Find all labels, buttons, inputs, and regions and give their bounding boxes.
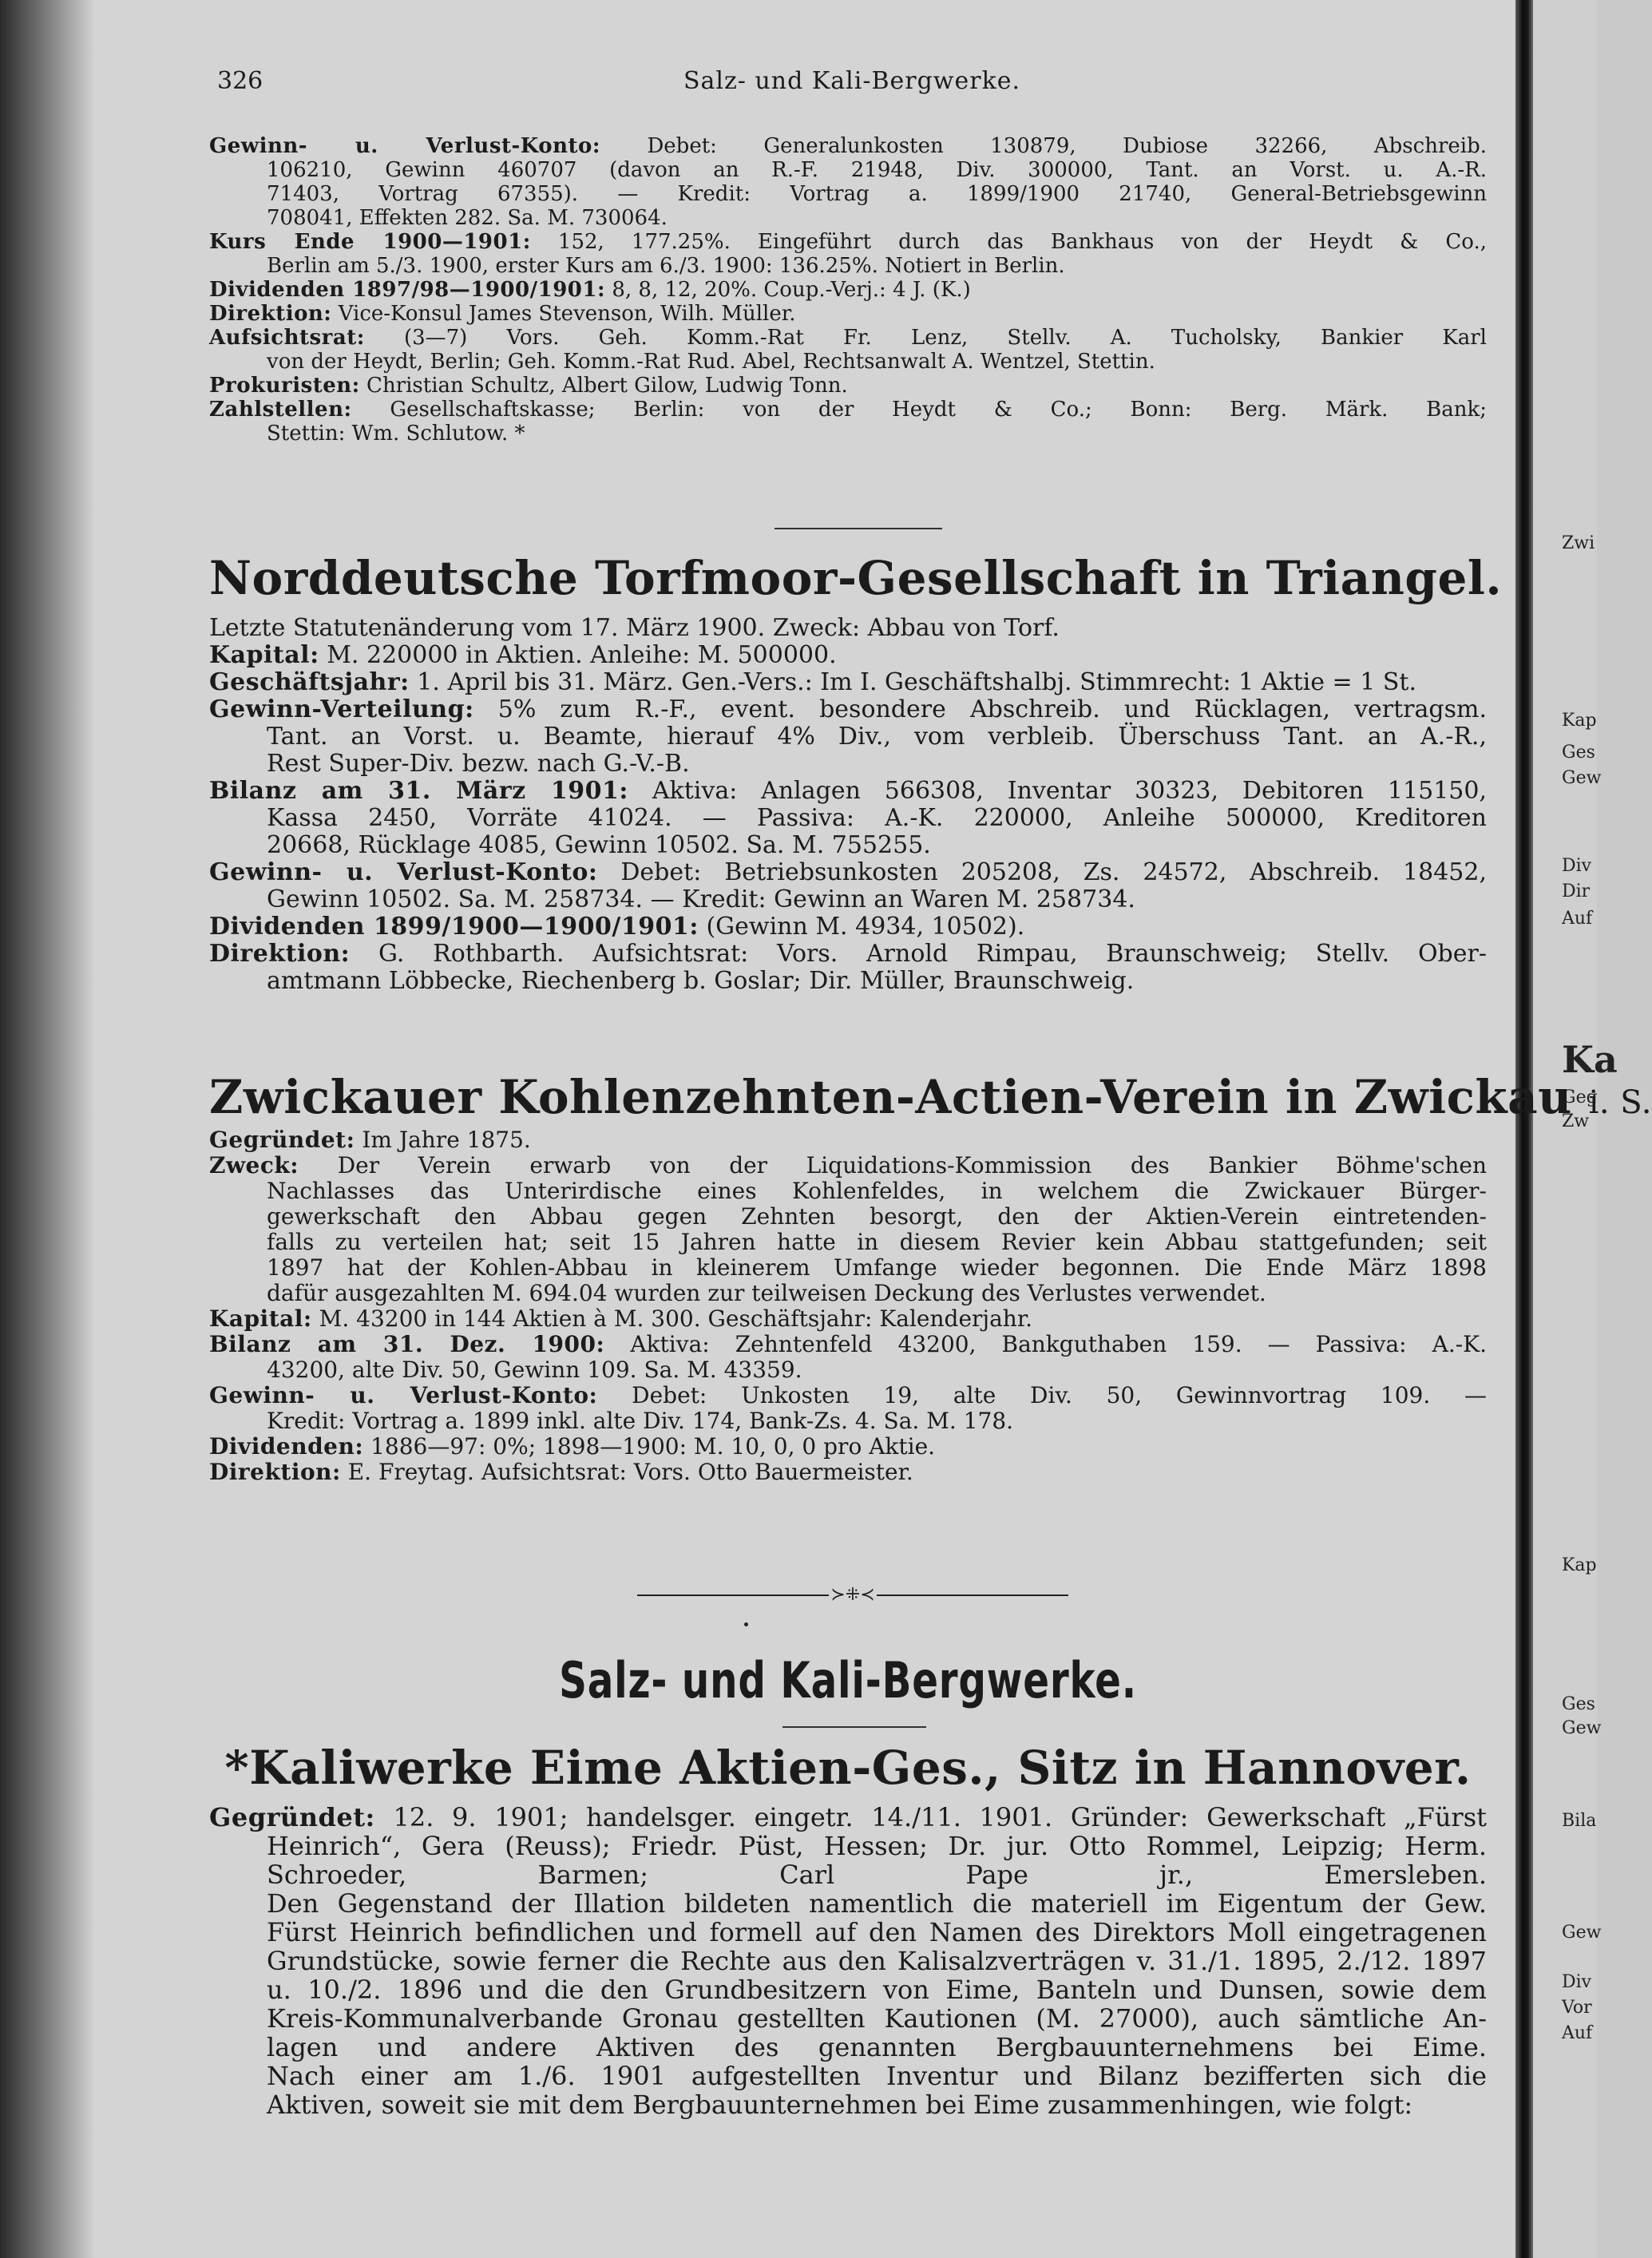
text-line bbox=[209, 1127, 1487, 1153]
company-entry bbox=[209, 615, 1487, 995]
field-value: Gesellschaftskasse; Berlin: von der Heydt & Co.; Bonn: Berg. Märk. Bank; bbox=[390, 398, 1488, 422]
field-label: Gewinn- u. Verlust-Konto: bbox=[209, 858, 598, 886]
text-line bbox=[209, 374, 1487, 398]
field-label: Direktion: bbox=[209, 302, 332, 326]
field-value: Christian Schultz, Albert Gilow, Ludwig Tonn. bbox=[366, 374, 848, 398]
field-value: u. 10./2. 1896 und die den Grundbesitzern von Eime, Banteln und Dunsen, sowie dem bbox=[267, 1975, 1487, 2005]
field-value: 71403, Vortrag 67355). — Kredit: Vortrag a. 1899/1900 21740, General-Betriebsgewinn bbox=[267, 182, 1487, 206]
text-line bbox=[209, 968, 1487, 995]
field-value: 43200, alte Div. 50, Gewinn 109. Sa. M. 43359. bbox=[267, 1357, 802, 1383]
page-gutter-edge bbox=[1515, 0, 1533, 2258]
field-label: Zweck: bbox=[209, 1152, 299, 1179]
text-line bbox=[209, 1204, 1487, 1230]
text-line bbox=[209, 1281, 1487, 1306]
company-location-suffix: i. S. bbox=[1588, 1084, 1652, 1121]
field-label: Kapital: bbox=[209, 641, 319, 669]
field-value: 12. 9. 1901; handelsger. eingetr. 14./11. 1901. Gründer: Gewerkschaft „Fürst bbox=[393, 1802, 1488, 1832]
field-value: Nachlasses das Unterirdische eines Kohlenfeldes, in welchem die Zwickauer Bürger- bbox=[267, 1178, 1487, 1204]
field-label: Prokuristen: bbox=[209, 374, 360, 398]
adjacent-page-fragment: Gew bbox=[1562, 768, 1602, 788]
field-value: G. Rothbarth. Aufsichtsrat: Vors. Arnold Rimpau, Braunschweig; Stellv. Ober- bbox=[378, 940, 1487, 968]
section-rule bbox=[782, 1726, 926, 1728]
text-line bbox=[209, 1408, 1487, 1434]
field-label: Gewinn-Verteilung: bbox=[209, 695, 474, 723]
company-name: Zwickauer Kohlenzehnten-Actien-Verein in Zwickau bbox=[209, 1070, 1572, 1124]
company-entry bbox=[209, 1127, 1487, 1485]
text-line bbox=[209, 1357, 1487, 1383]
field-label: Gegründet: bbox=[209, 1802, 375, 1832]
adjacent-page-fragment: Ka bbox=[1562, 1038, 1618, 1081]
text-line bbox=[209, 1153, 1487, 1179]
company-title: Norddeutsche Torfmoor-Gesellschaft in Triangel. bbox=[209, 551, 1503, 605]
field-label: Dividenden 1899/1900—1900/1901: bbox=[209, 913, 699, 941]
text-line bbox=[209, 805, 1487, 832]
field-label: Direktion: bbox=[209, 940, 351, 968]
field-value: Den Gegenstand der Illation bildeten namentlich die materiell im Eigentum der Gew. bbox=[267, 1888, 1487, 1919]
field-value: Fürst Heinrich befindlichen und formell auf den Namen des Direktors Moll eingetragenen bbox=[267, 1917, 1487, 1947]
field-value: Kredit: Vortrag a. 1899 inkl. alte Div. 174, Bank-Zs. 4. Sa. M. 178. bbox=[267, 1408, 1014, 1434]
field-value: (3—7) Vors. Geh. Komm.-Rat Fr. Lenz, Stellv. A. Tucholsky, Bankier Karl bbox=[403, 326, 1488, 350]
field-value: Im Jahre 1875. bbox=[362, 1127, 531, 1153]
text-line bbox=[209, 158, 1487, 182]
field-value: 20668, Rücklage 4085, Gewinn 10502. Sa. M. 755255. bbox=[267, 831, 931, 859]
field-value: 5% zum R.-F., event. besondere Abschreib. und Rücklagen, vertragsm. bbox=[497, 695, 1487, 723]
text-line bbox=[209, 1434, 1487, 1460]
text-line bbox=[209, 1832, 1487, 1860]
text-line bbox=[209, 2033, 1487, 2062]
adjacent-page-fragment: Dir bbox=[1562, 881, 1591, 901]
field-value: Debet: Unkosten 19, alte Div. 50, Gewinnvortrag 109. — bbox=[632, 1382, 1487, 1408]
field-label: Gewinn- u. Verlust-Konto: bbox=[209, 1382, 598, 1408]
field-value: gewerkschaft den Abbau gegen Zehnten besorgt, den der Aktien-Verein eintretenden- bbox=[267, 1203, 1487, 1230]
text-line bbox=[209, 696, 1487, 723]
text-line bbox=[209, 230, 1487, 254]
adjacent-page-fragment: Bila bbox=[1562, 1811, 1597, 1831]
field-value: Rest Super-Div. bezw. nach G.-V.-B. bbox=[267, 750, 690, 778]
adjacent-page-fragment: Zw bbox=[1562, 1111, 1590, 1131]
field-value: 1. April bis 31. März. Gen.-Vers.: Im I. Geschäftshalbj. Stimmrecht: 1 Aktie = 1 St. bbox=[417, 668, 1416, 696]
text-line bbox=[209, 778, 1487, 805]
page-number: 326 bbox=[217, 67, 263, 95]
field-value: 152, 177.25%. Eingeführt durch das Bankhaus von der Heydt & Co., bbox=[557, 230, 1488, 254]
section-title: Salz- und Kali-Bergwerke. bbox=[559, 1651, 1137, 1709]
field-value: M. 43200 in 144 Aktien à M. 300. Geschäftsjahr: Kalenderjahr. bbox=[319, 1305, 1033, 1332]
book-binding-shadow bbox=[0, 0, 94, 2258]
print-speck bbox=[744, 1622, 748, 1626]
text-line bbox=[209, 1947, 1487, 1975]
field-value: 1897 hat der Kohlen-Abbau in kleinerem Umfange wieder begonnen. Die Ende März 1898 bbox=[267, 1254, 1487, 1281]
field-label: Gewinn- u. Verlust-Konto: bbox=[209, 134, 600, 158]
text-line bbox=[209, 422, 1487, 446]
field-value: Aktiven, soweit sie mit dem Bergbauunternehmen bei Eime zusammenhingen, wie folgt: bbox=[267, 2090, 1413, 2120]
field-value: Grundstücke, sowie ferner die Rechte aus den Kalisalzverträgen v. 31./1. 1895, 2./12. 1897 bbox=[267, 1946, 1487, 1976]
text-line bbox=[209, 2004, 1487, 2033]
adjacent-page-fragment: Vor bbox=[1562, 1998, 1592, 2018]
text-line bbox=[209, 1889, 1487, 1918]
text-line bbox=[209, 913, 1487, 941]
field-value: Berlin am 5./3. 1900, erster Kurs am 6./3. 1900: 136.25%. Notiert in Berlin. bbox=[267, 254, 1065, 278]
field-value: Der Verein erwarb von der Liquidations-Kommission des Bankier Böhme'schen bbox=[337, 1152, 1488, 1179]
adjacent-page-fragment: Div bbox=[1562, 1972, 1592, 1992]
adjacent-page-fragment: Geg bbox=[1562, 1087, 1598, 1107]
text-line bbox=[209, 2062, 1487, 2090]
text-line bbox=[209, 1860, 1487, 1889]
field-value: 106210, Gewinn 460707 (davon an R.-F. 21948, Div. 300000, Tant. an Vorst. u. A.-R. bbox=[267, 158, 1487, 182]
field-label: Bilanz am 31. März 1901: bbox=[209, 777, 628, 805]
field-value: 8, 8, 12, 20%. Coup.-Verj.: 4 J. (K.) bbox=[612, 278, 971, 302]
text-line bbox=[209, 1179, 1487, 1204]
field-label: Direktion: bbox=[209, 1459, 341, 1485]
text-line bbox=[209, 723, 1487, 751]
text-line bbox=[209, 206, 1487, 230]
field-value: (Gewinn M. 4934, 10502). bbox=[706, 913, 1025, 941]
field-value: falls zu verteilen hat; seit 15 Jahren hatte in diesem Revier kein Abbau stattgefunden; seit bbox=[267, 1229, 1487, 1255]
text-line bbox=[209, 398, 1487, 422]
text-line bbox=[209, 1803, 1487, 1832]
field-label: Kapital: bbox=[209, 1305, 312, 1332]
adjacent-page-fragment: Ges bbox=[1562, 1694, 1595, 1714]
field-value: Kassa 2450, Vorräte 41024. — Passiva: A.-K. 220000, Anleihe 500000, Kreditoren bbox=[267, 804, 1487, 832]
field-value: lagen und andere Aktiven des genannten Bergbauunternehmens bei Eime. bbox=[267, 2032, 1487, 2062]
field-value: Aktiva: Zehntenfeld 43200, Bankguthaben 159. — Passiva: A.-K. bbox=[630, 1331, 1487, 1357]
field-value: Nach einer am 1./6. 1901 aufgestellten Inventur und Bilanz bezifferten sich die bbox=[267, 2061, 1487, 2091]
text-line bbox=[209, 350, 1487, 374]
adjacent-page-fragment: Ges bbox=[1562, 743, 1595, 763]
text-line bbox=[209, 278, 1487, 302]
text-line bbox=[209, 859, 1487, 886]
ornament-divider: ≻⁜≺ bbox=[637, 1589, 1068, 1602]
field-label: Aufsichtsrat: bbox=[209, 326, 365, 350]
adjacent-page-fragment: Auf bbox=[1562, 909, 1593, 929]
field-value: amtmann Löbbecke, Riechenberg b. Goslar; Dir. Müller, Braunschweig. bbox=[267, 967, 1135, 995]
running-title: Salz- und Kali-Bergwerke. bbox=[683, 67, 1021, 95]
text-line bbox=[209, 1332, 1487, 1357]
text-line bbox=[209, 1306, 1487, 1332]
adjacent-page-fragment: Gew bbox=[1562, 1923, 1602, 1943]
entry-separator bbox=[774, 528, 942, 529]
field-value: von der Heydt, Berlin; Geh. Komm.-Rat Rud. Abel, Rechtsanwalt A. Wentzel, Stettin. bbox=[267, 350, 1155, 374]
text-line bbox=[209, 751, 1487, 778]
field-value: Kreis-Kommunalverbande Gronau gestellten Kautionen (M. 27000), auch sämtliche An- bbox=[267, 2003, 1487, 2034]
running-head bbox=[217, 67, 1487, 99]
text-line bbox=[209, 326, 1487, 350]
field-value: 1886—97: 0%; 1898—1900: M. 10, 0, 0 pro Aktie. bbox=[370, 1433, 936, 1460]
field-value: Debet: Betriebsunkosten 205208, Zs. 24572, Abschreib. 18452, bbox=[620, 858, 1487, 886]
adjacent-page-fragment: Div bbox=[1562, 856, 1592, 876]
field-label: Dividenden: bbox=[209, 1433, 364, 1460]
text-line bbox=[209, 941, 1487, 968]
adjacent-page-fragment: Kap bbox=[1562, 711, 1597, 731]
text-line bbox=[209, 182, 1487, 206]
field-value: Stettin: Wm. Schlutow. * bbox=[267, 422, 525, 446]
text-line bbox=[209, 1460, 1487, 1485]
field-label: Geschäftsjahr: bbox=[209, 668, 410, 696]
text-line bbox=[209, 1255, 1487, 1281]
field-value: Tant. an Vorst. u. Beamte, hierauf 4% Div., vom verbleib. Überschuss Tant. an A.-R., bbox=[267, 723, 1487, 751]
text-line bbox=[209, 134, 1487, 158]
field-label: Bilanz am 31. Dez. 1900: bbox=[209, 1331, 605, 1357]
text-line bbox=[209, 2090, 1487, 2119]
adjacent-page-fragment: Kap bbox=[1562, 1555, 1597, 1575]
text-line bbox=[209, 1230, 1487, 1255]
text-line bbox=[209, 669, 1487, 696]
field-label: Gegründet: bbox=[209, 1127, 355, 1153]
adjacent-page-fragment: Auf bbox=[1562, 2023, 1593, 2043]
field-value: E. Freytag. Aufsichtsrat: Vors. Otto Bauermeister. bbox=[347, 1459, 913, 1485]
field-label: Zahlstellen: bbox=[209, 398, 352, 422]
text-line bbox=[209, 886, 1487, 913]
field-value: Aktiva: Anlagen 566308, Inventar 30323, Debitoren 115150, bbox=[652, 777, 1487, 805]
field-value: Letzte Statutenänderung vom 17. März 1900. Zweck: Abbau von Torf. bbox=[209, 614, 1060, 642]
field-label: Kurs Ende 1900—1901: bbox=[209, 230, 531, 254]
field-value: 708041, Effekten 282. Sa. M. 730064. bbox=[267, 206, 668, 230]
field-label: Dividenden 1897/98—1900/1901: bbox=[209, 278, 606, 302]
field-value: Debet: Generalunkosten 130879, Dubiose 32266, Abschreib. bbox=[647, 134, 1487, 158]
text-line bbox=[209, 302, 1487, 326]
field-value: Gewinn 10502. Sa. M. 258734. — Kredit: Gewinn an Waren M. 258734. bbox=[267, 885, 1135, 913]
field-value: M. 220000 in Aktien. Anleihe: M. 500000. bbox=[327, 641, 837, 669]
field-value: Heinrich“, Gera (Reuss); Friedr. Püst, Hessen; Dr. jur. Otto Rommel, Leipzig; Herm. bbox=[267, 1831, 1487, 1861]
entry-continuation bbox=[209, 134, 1487, 446]
text-line bbox=[209, 1383, 1487, 1408]
text-line bbox=[209, 832, 1487, 859]
field-value: dafür ausgezahlten M. 694.04 wurden zur teilweisen Deckung des Verlustes verwendet. bbox=[267, 1280, 1266, 1306]
field-value: Vice-Konsul James Stevenson, Wilh. Müller. bbox=[338, 302, 796, 326]
text-line bbox=[209, 254, 1487, 278]
adjacent-page-fragment: Gew bbox=[1562, 1718, 1602, 1738]
text-line bbox=[209, 615, 1487, 642]
adjacent-page-fragment: Zwi bbox=[1562, 533, 1595, 553]
text-line bbox=[209, 1975, 1487, 2004]
text-line bbox=[209, 642, 1487, 669]
adjacent-page-margin bbox=[1533, 0, 1618, 2258]
company-title: *Kaliwerke Eime Aktien-Ges., Sitz in Hannover. bbox=[224, 1741, 1472, 1795]
field-value: Schroeder, Barmen; Carl Pape jr., Emersleben. bbox=[267, 1860, 1487, 1890]
text-line bbox=[209, 1918, 1487, 1947]
company-entry bbox=[209, 1803, 1487, 2119]
